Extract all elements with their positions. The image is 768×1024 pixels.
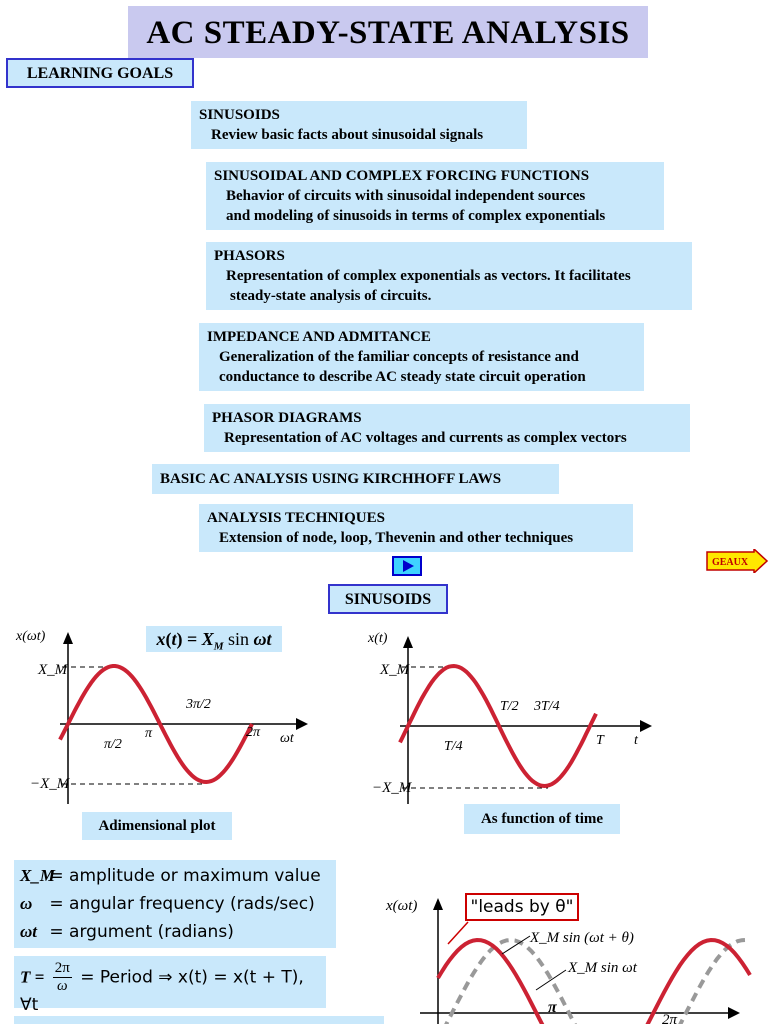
- sine-plot-time: [360, 624, 660, 814]
- caption-time: As function of time: [464, 804, 620, 834]
- section-label-sinusoids: SINUSOIDS: [328, 584, 448, 614]
- x-axis-arrow: [728, 1007, 740, 1019]
- x-axis-label: t: [634, 733, 638, 748]
- goal-line: Behavior of circuits with sinusoidal independent sources: [226, 188, 586, 204]
- definition-row: [20, 890, 330, 918]
- definition-symbol: ωt: [20, 922, 38, 941]
- y-axis-arrow: [63, 632, 73, 644]
- y-axis-label: x(ωt): [386, 898, 418, 914]
- goal-line: Extension of node, loop, Thevenin and other techniques: [219, 530, 574, 546]
- goal-heading: BASIC AC ANALYSIS USING KIRCHHOFF LAWS: [160, 471, 502, 487]
- period-box: [14, 956, 326, 1015]
- goal-line: Generalization of the familiar concepts of resistance and: [219, 349, 579, 365]
- goal-heading: IMPEDANCE AND ADMITANCE: [207, 329, 431, 345]
- tick-t-over-2: T/2: [500, 699, 519, 714]
- definition-symbol: ω: [20, 894, 33, 913]
- definition-text: = argument (radians): [49, 922, 234, 942]
- x-axis-arrow: [640, 720, 652, 732]
- definition-row: [20, 918, 330, 946]
- x-axis-arrow: [296, 718, 308, 730]
- xm-label: X_M: [380, 662, 410, 678]
- curve-label-shifted: X_M sin (ωt + θ): [530, 930, 634, 946]
- goal-line: Representation of complex exponentials as vectors. It facilitates: [226, 268, 631, 284]
- sine-plot-adimensional: [0, 624, 320, 814]
- tick-t-over-4: T/4: [444, 739, 463, 754]
- tick-pi-over-2: π/2: [104, 737, 122, 752]
- caption-adimensional: Adimensional plot: [82, 812, 232, 840]
- page-title: AC STEADY-STATE ANALYSIS: [128, 6, 648, 58]
- next-formula-box: [14, 1016, 384, 1024]
- neg-xm-label: −X_M: [30, 776, 70, 792]
- goal-phasor-diagrams: [204, 404, 690, 452]
- play-button[interactable]: [392, 556, 422, 576]
- leads-pointer: [448, 922, 468, 944]
- learning-goals-label: LEARNING GOALS: [6, 58, 194, 88]
- period-text: = Period ⇒ x(t) = x(t + T), ∀t: [20, 967, 304, 1015]
- y-axis-arrow: [403, 636, 413, 648]
- tick-pi: π: [145, 726, 153, 741]
- goal-line: Review basic facts about sinusoidal signals: [211, 127, 484, 143]
- geaux-button[interactable]: [706, 549, 768, 573]
- y-axis-label: x(ωt): [16, 629, 46, 644]
- tick-t: T: [596, 733, 604, 748]
- period-lhs: T =: [20, 967, 45, 987]
- play-icon: [394, 558, 420, 574]
- tick-2pi: 2π: [246, 725, 261, 740]
- goal-impedance: [199, 323, 644, 391]
- goal-phasors: [206, 242, 692, 310]
- goal-heading: SINUSOIDAL AND COMPLEX FORCING FUNCTIONS: [214, 168, 590, 184]
- fraction-denominator: ω: [56, 978, 68, 994]
- goal-forcing-functions: [206, 162, 664, 230]
- tick-pi: π: [548, 999, 557, 1016]
- definition-text: = amplitude or maximum value: [49, 866, 321, 886]
- definition-text: = angular frequency (rads/sec): [49, 894, 315, 914]
- leads-by-theta-label: "leads by θ": [465, 893, 579, 921]
- goal-heading: ANALYSIS TECHNIQUES: [207, 510, 385, 526]
- curve-label-reference: X_M sin ωt: [568, 960, 637, 976]
- goal-line: steady-state analysis of circuits.: [230, 288, 432, 304]
- goal-heading: PHASOR DIAGRAMS: [212, 410, 362, 426]
- definition-symbol: X_M: [20, 866, 55, 885]
- definition-row: [20, 862, 330, 890]
- goal-line: and modeling of sinusoids in terms of complex exponentials: [226, 208, 606, 224]
- definitions-box: [14, 860, 336, 948]
- x-axis-label: ωt: [280, 731, 294, 746]
- formula-box: $x(t) = X_M$ sin ωt: [146, 626, 282, 652]
- neg-xm-label: −X_M: [372, 780, 412, 796]
- goal-analysis-techniques: [199, 504, 633, 552]
- xm-label: X_M: [38, 662, 68, 678]
- goal-heading: PHASORS: [214, 248, 285, 264]
- goal-heading: SINUSOIDS: [199, 107, 280, 123]
- y-axis-label: x(t): [368, 631, 388, 646]
- y-axis-arrow: [433, 898, 443, 910]
- goal-line: conductance to describe AC steady state circuit operation: [219, 369, 586, 385]
- tick-3t-over-4: 3T/4: [534, 699, 560, 714]
- curve-pointer-reference: [536, 970, 566, 990]
- phase-shift-plot: [380, 888, 768, 1024]
- geaux-label: GEAUX: [711, 557, 749, 568]
- sine-curve-reference: [420, 940, 750, 1024]
- tick-3pi-over-2: 3π/2: [186, 697, 211, 712]
- tick-2pi: 2π: [662, 1012, 678, 1024]
- fraction-numerator: 2π: [54, 960, 70, 976]
- goal-sinusoids: [191, 101, 527, 149]
- period-fraction: [53, 960, 72, 995]
- goal-kirchhoff: [152, 464, 559, 494]
- goal-line: Representation of AC voltages and currents as complex vectors: [224, 430, 627, 446]
